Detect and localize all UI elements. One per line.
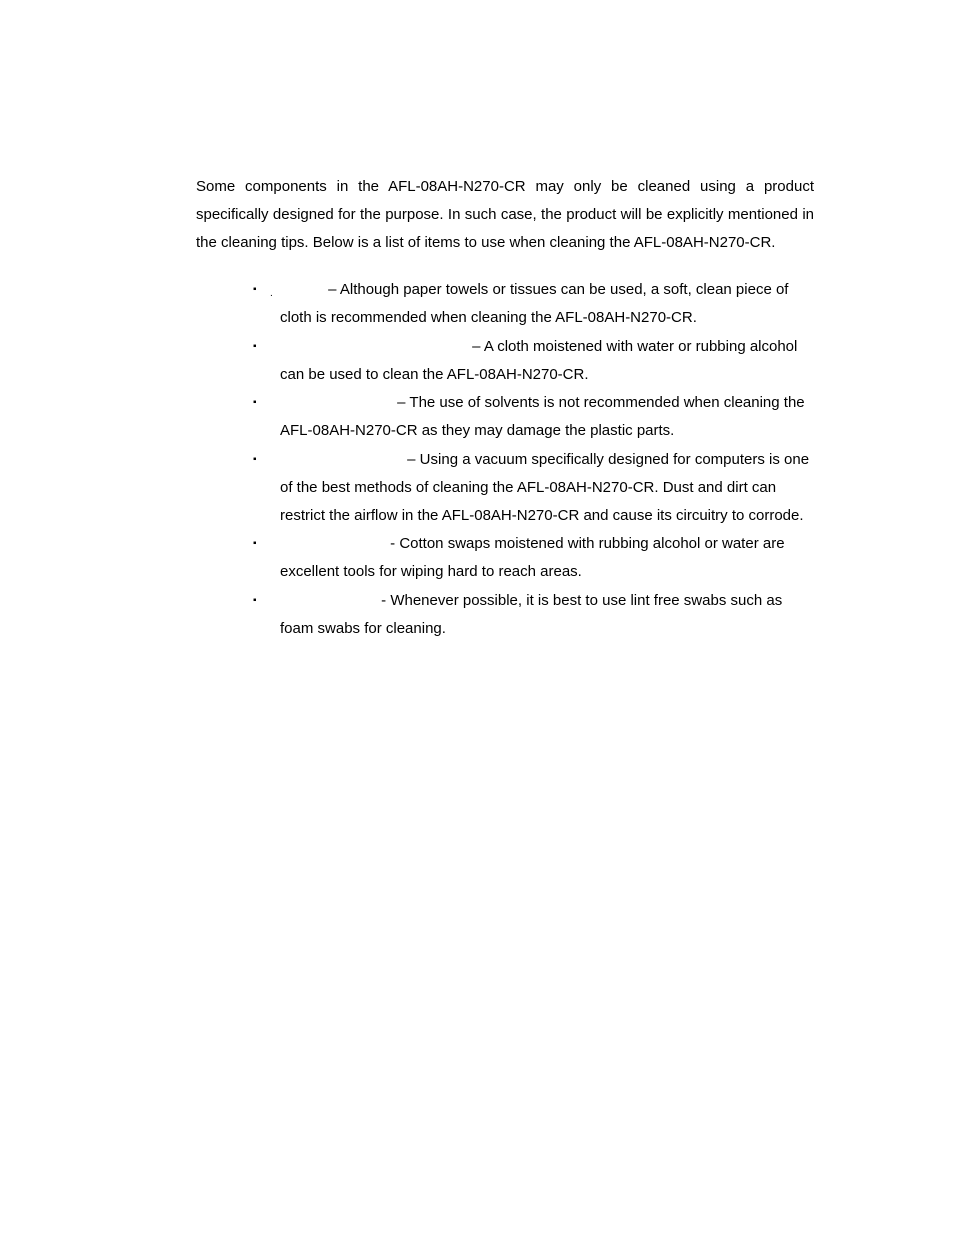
list-item — [253, 446, 814, 530]
item-text: – Although paper towels or tissues can be used, a soft, clean piece of cloth is recommended when cleaning the AFL-08AH-N270-CR. — [280, 281, 789, 326]
term-placeholder — [280, 350, 468, 351]
item-text: – A cloth moistened with water or rubbing alcohol can be used to clean the AFL-08AH-N270-CR. — [280, 337, 798, 383]
item-text: – Using a vacuum specifically designed for computers is one of the best methods of cleaning the AFL-08AH-N270-CR. Dust and dirt can restrict the airflow in the AFL-08AH-N270-CR and cause its circuitry to corrode. — [280, 450, 810, 524]
list-item — [253, 333, 814, 389]
bullet-icon: ▪ — [253, 453, 257, 465]
list-item — [253, 389, 814, 445]
intro-paragraph: Some components in the AFL-08AH-N270-CR may only be cleaned using a product specifically designed for the purpose. In such case, the product will be explicitly mentioned in the cleaning tips. Below is a list of items to use when cleaning the AFL-08AH-N270-CR. — [196, 178, 814, 251]
bullet-icon: ▪ — [253, 397, 257, 408]
cleaning-items-list — [253, 276, 814, 643]
term-placeholder — [280, 547, 386, 548]
term-placeholder — [280, 604, 377, 605]
bullet-icon: ▪ — [253, 284, 257, 295]
term-placeholder — [280, 463, 403, 464]
term-placeholder — [280, 406, 393, 407]
item-text: - Cotton swaps moistened with rubbing alcohol or water are excellent tools for wiping hard to reach areas. — [280, 535, 785, 580]
item-text: - Whenever possible, it is best to use lint free swabs such as foam swabs for cleaning. — [280, 591, 783, 637]
list-item — [253, 530, 814, 586]
list-item — [253, 587, 814, 643]
item-text: – The use of solvents is not recommended when cleaning the AFL-08AH-N270-CR as they may damage the plastic parts. — [280, 394, 805, 439]
list-item — [253, 276, 814, 332]
bullet-icon: ▪ — [253, 594, 257, 606]
bullet-icon: ▪ — [253, 340, 257, 352]
bullet-icon: ▪ — [253, 538, 257, 549]
term-placeholder: . — [270, 288, 273, 299]
